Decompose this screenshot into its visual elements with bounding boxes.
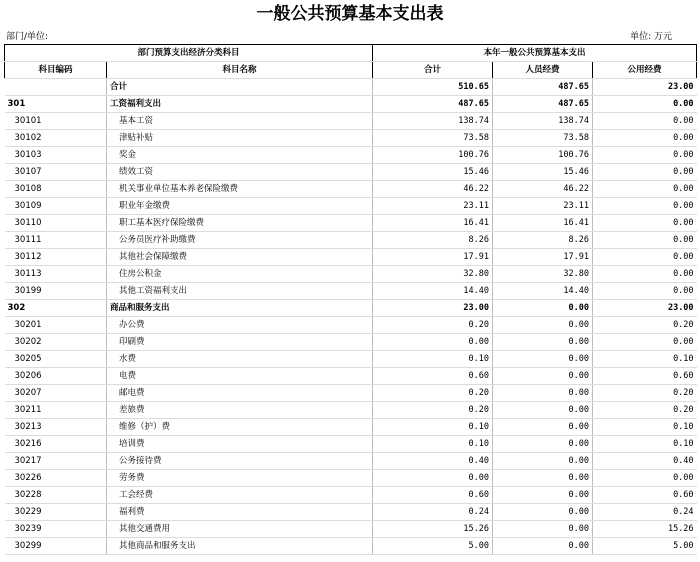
cell-public: 0.00 — [593, 113, 697, 130]
cell-public: 0.00 — [593, 215, 697, 232]
table-row — [5, 351, 697, 368]
cell-personnel: 138.74 — [493, 113, 593, 130]
cell-name: 办公费 — [107, 317, 373, 334]
cell-name: 绩效工资 — [107, 164, 373, 181]
cell-code: 30109 — [5, 198, 107, 215]
unit-label: 单位: 万元 — [630, 32, 672, 42]
cell-code: 30213 — [5, 419, 107, 436]
cell-public: 0.10 — [593, 351, 697, 368]
cell-name: 电费 — [107, 368, 373, 385]
cell-public: 0.10 — [593, 436, 697, 453]
cell-public: 0.00 — [593, 96, 697, 113]
cell-name: 津贴补贴 — [107, 130, 373, 147]
cell-code: 30205 — [5, 351, 107, 368]
cell-public: 0.10 — [593, 419, 697, 436]
cell-personnel: 0.00 — [493, 453, 593, 470]
cell-name: 公务接待费 — [107, 453, 373, 470]
table-row — [5, 283, 697, 300]
cell-personnel: 0.00 — [493, 334, 593, 351]
cell-name: 住房公积金 — [107, 266, 373, 283]
cell-code: 30102 — [5, 130, 107, 147]
cell-total: 15.26 — [373, 521, 493, 538]
table-row — [5, 385, 697, 402]
cell-total: 15.46 — [373, 164, 493, 181]
table-row — [5, 470, 697, 487]
cell-code: 30228 — [5, 487, 107, 504]
cell-public: 23.00 — [593, 300, 697, 317]
table-row — [5, 504, 697, 521]
cell-name: 其他社会保障缴费 — [107, 249, 373, 266]
cell-code: 301 — [5, 96, 107, 113]
cell-public: 15.26 — [593, 521, 697, 538]
cell-public: 0.00 — [593, 470, 697, 487]
header-personnel: 人员经费 — [493, 62, 593, 79]
total-personnel: 487.65 — [493, 79, 593, 96]
cell-total: 0.24 — [373, 504, 493, 521]
table-row — [5, 453, 697, 470]
cell-total: 0.20 — [373, 402, 493, 419]
cell-personnel: 23.11 — [493, 198, 593, 215]
cell-total: 0.10 — [373, 419, 493, 436]
header-row-columns — [5, 62, 697, 79]
cell-public: 0.00 — [593, 198, 697, 215]
table-row — [5, 181, 697, 198]
header-row-group — [5, 45, 697, 62]
total-code — [5, 79, 107, 96]
cell-public: 0.20 — [593, 402, 697, 419]
cell-code: 30207 — [5, 385, 107, 402]
cell-personnel: 0.00 — [493, 470, 593, 487]
cell-name: 福利费 — [107, 504, 373, 521]
table-body — [5, 96, 697, 555]
cell-total: 0.60 — [373, 487, 493, 504]
cell-public: 0.00 — [593, 249, 697, 266]
header-total: 合计 — [373, 62, 493, 79]
cell-name: 奖金 — [107, 147, 373, 164]
cell-total: 487.65 — [373, 96, 493, 113]
cell-name: 其他商品和服务支出 — [107, 538, 373, 555]
table-row — [5, 402, 697, 419]
cell-personnel: 8.26 — [493, 232, 593, 249]
header-group-left: 部门预算支出经济分类科目 — [5, 45, 373, 62]
cell-total: 8.26 — [373, 232, 493, 249]
total-row — [5, 79, 697, 96]
cell-name: 其他工资福利支出 — [107, 283, 373, 300]
cell-code: 30216 — [5, 436, 107, 453]
table-row — [5, 113, 697, 130]
table-group-row — [5, 300, 697, 317]
cell-name: 机关事业单位基本养老保险缴费 — [107, 181, 373, 198]
cell-personnel: 0.00 — [493, 317, 593, 334]
cell-total: 32.80 — [373, 266, 493, 283]
table-row — [5, 147, 697, 164]
cell-code: 30103 — [5, 147, 107, 164]
header-name: 科目名称 — [107, 62, 373, 79]
cell-name: 维修（护）费 — [107, 419, 373, 436]
cell-personnel: 0.00 — [493, 538, 593, 555]
cell-personnel: 0.00 — [493, 521, 593, 538]
cell-public: 0.00 — [593, 130, 697, 147]
cell-code: 30217 — [5, 453, 107, 470]
cell-personnel: 0.00 — [493, 351, 593, 368]
header-group-right: 本年一般公共预算基本支出 — [373, 45, 697, 62]
table-row — [5, 521, 697, 538]
cell-name: 基本工资 — [107, 113, 373, 130]
table-row — [5, 487, 697, 504]
cell-name: 差旅费 — [107, 402, 373, 419]
cell-code: 302 — [5, 300, 107, 317]
cell-personnel: 0.00 — [493, 419, 593, 436]
cell-total: 0.20 — [373, 385, 493, 402]
total-label: 合计 — [107, 79, 373, 96]
cell-total: 0.60 — [373, 368, 493, 385]
table-row — [5, 266, 697, 283]
cell-personnel: 16.41 — [493, 215, 593, 232]
cell-name: 职工基本医疗保险缴费 — [107, 215, 373, 232]
cell-total: 14.40 — [373, 283, 493, 300]
cell-public: 0.00 — [593, 181, 697, 198]
cell-personnel: 14.40 — [493, 283, 593, 300]
header-code: 科目编码 — [5, 62, 107, 79]
cell-name: 工资福利支出 — [107, 96, 373, 113]
cell-public: 0.00 — [593, 334, 697, 351]
cell-public: 0.24 — [593, 504, 697, 521]
cell-code: 30112 — [5, 249, 107, 266]
cell-public: 0.00 — [593, 147, 697, 164]
cell-code: 30229 — [5, 504, 107, 521]
cell-public: 0.20 — [593, 385, 697, 402]
cell-public: 0.00 — [593, 283, 697, 300]
cell-code: 30226 — [5, 470, 107, 487]
cell-code: 30299 — [5, 538, 107, 555]
table-row — [5, 368, 697, 385]
table-row — [5, 232, 697, 249]
table-row — [5, 198, 697, 215]
cell-total: 0.10 — [373, 351, 493, 368]
cell-personnel: 17.91 — [493, 249, 593, 266]
cell-total: 17.91 — [373, 249, 493, 266]
cell-code: 30239 — [5, 521, 107, 538]
table-row — [5, 164, 697, 181]
table-row — [5, 436, 697, 453]
table-row — [5, 249, 697, 266]
table-row — [5, 317, 697, 334]
cell-total: 100.76 — [373, 147, 493, 164]
cell-name: 劳务费 — [107, 470, 373, 487]
table-row — [5, 334, 697, 351]
table-group-row — [5, 96, 697, 113]
cell-code: 30108 — [5, 181, 107, 198]
cell-code: 30199 — [5, 283, 107, 300]
cell-name: 其他交通费用 — [107, 521, 373, 538]
cell-total: 138.74 — [373, 113, 493, 130]
cell-personnel: 0.00 — [493, 487, 593, 504]
cell-code: 30111 — [5, 232, 107, 249]
cell-total: 0.20 — [373, 317, 493, 334]
cell-public: 0.60 — [593, 487, 697, 504]
total-total: 510.65 — [373, 79, 493, 96]
cell-personnel: 487.65 — [493, 96, 593, 113]
cell-name: 公务员医疗补助缴费 — [107, 232, 373, 249]
cell-public: 0.60 — [593, 368, 697, 385]
cell-public: 0.00 — [593, 266, 697, 283]
cell-total: 46.22 — [373, 181, 493, 198]
header-public: 公用经费 — [593, 62, 697, 79]
cell-code: 30201 — [5, 317, 107, 334]
cell-name: 印刷费 — [107, 334, 373, 351]
cell-public: 0.00 — [593, 232, 697, 249]
cell-total: 5.00 — [373, 538, 493, 555]
cell-public: 5.00 — [593, 538, 697, 555]
cell-total: 0.10 — [373, 436, 493, 453]
cell-name: 职业年金缴费 — [107, 198, 373, 215]
cell-personnel: 0.00 — [493, 368, 593, 385]
table-row — [5, 215, 697, 232]
cell-personnel: 46.22 — [493, 181, 593, 198]
cell-total: 0.00 — [373, 334, 493, 351]
cell-code: 30211 — [5, 402, 107, 419]
cell-total: 0.00 — [373, 470, 493, 487]
cell-total: 16.41 — [373, 215, 493, 232]
cell-personnel: 100.76 — [493, 147, 593, 164]
cell-public: 0.00 — [593, 164, 697, 181]
table-row — [5, 130, 697, 147]
cell-code: 30107 — [5, 164, 107, 181]
cell-total: 23.00 — [373, 300, 493, 317]
cell-total: 0.40 — [373, 453, 493, 470]
cell-total: 73.58 — [373, 130, 493, 147]
cell-code: 30113 — [5, 266, 107, 283]
budget-table — [4, 44, 697, 555]
cell-name: 商品和服务支出 — [107, 300, 373, 317]
cell-personnel: 0.00 — [493, 504, 593, 521]
cell-personnel: 15.46 — [493, 164, 593, 181]
cell-code: 30101 — [5, 113, 107, 130]
table-row — [5, 538, 697, 555]
cell-personnel: 32.80 — [493, 266, 593, 283]
cell-code: 30202 — [5, 334, 107, 351]
table-row — [5, 419, 697, 436]
cell-name: 水费 — [107, 351, 373, 368]
cell-name: 邮电费 — [107, 385, 373, 402]
dept-label: 部门/单位: — [6, 32, 49, 42]
cell-personnel: 73.58 — [493, 130, 593, 147]
cell-total: 23.11 — [373, 198, 493, 215]
cell-public: 0.40 — [593, 453, 697, 470]
cell-code: 30110 — [5, 215, 107, 232]
page-title: 一般公共预算基本支出表 — [256, 4, 444, 24]
cell-personnel: 0.00 — [493, 402, 593, 419]
cell-name: 工会经费 — [107, 487, 373, 504]
cell-public: 0.20 — [593, 317, 697, 334]
total-public: 23.00 — [593, 79, 697, 96]
cell-personnel: 0.00 — [493, 300, 593, 317]
cell-code: 30206 — [5, 368, 107, 385]
cell-personnel: 0.00 — [493, 385, 593, 402]
cell-name: 培训费 — [107, 436, 373, 453]
cell-personnel: 0.00 — [493, 436, 593, 453]
